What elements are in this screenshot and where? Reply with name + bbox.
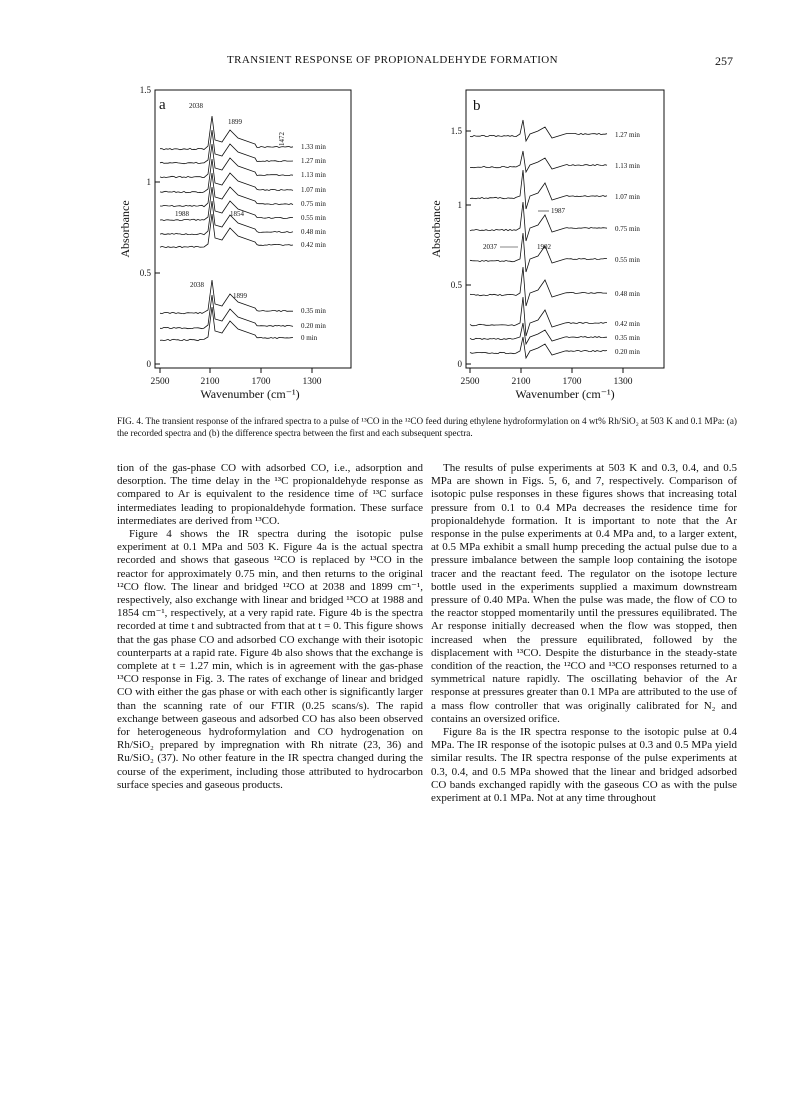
trace-label: 0 min: [301, 334, 318, 342]
spectrum-trace: [470, 170, 607, 209]
x-tick-label: 1700: [562, 377, 582, 387]
panel-a-label: a: [159, 97, 166, 113]
panel-a-y-axis: [118, 85, 160, 369]
y-tick-label: 1: [146, 177, 151, 187]
panel-b-label: b: [473, 98, 481, 114]
y-axis-title: Absorbance: [118, 200, 132, 258]
spectrum-trace: [470, 297, 607, 336]
peak-annotation: 2037: [483, 243, 497, 251]
paragraph: Figure 8a is the IR spectra response to the isotopic pulse at 0.4 MPa. The IR response of the isotopic pulses at 0.3 and 0.5 MPa yield similar results. The IR spectra response of the pulse experiments at 0.3, 0.4, and 0.5 MPa showed that the linear and bridged adsorbed CO bands exchanged rapidly with the gaseous CO as with the pulse experiment at 0.1 MPa. Not at any time throughout: [431, 726, 737, 805]
y-tick-label: 0.5: [450, 280, 462, 290]
peak-annotation: 1899: [233, 292, 247, 300]
x-axis-title: Wavenumber (cm⁻¹): [200, 387, 300, 401]
panel-b-traces: [470, 120, 640, 358]
x-tick-label: 1300: [613, 377, 633, 387]
trace-label: 0.20 min: [615, 348, 640, 356]
spectrum-trace: [160, 280, 293, 314]
spectrum-trace: [160, 116, 293, 150]
y-tick-label: 1.5: [139, 85, 151, 95]
trace-label: 0.42 min: [301, 241, 326, 249]
y-tick-label: 1: [457, 200, 462, 210]
spectrum-trace: [160, 159, 293, 193]
spectrum-trace: [470, 120, 607, 141]
y-tick-label: 0.5: [139, 268, 151, 278]
trace-label: 0.48 min: [615, 290, 640, 298]
trace-label: 1.13 min: [615, 162, 640, 170]
panel-a-x-axis: [151, 368, 322, 401]
trace-label: 1.33 min: [301, 143, 326, 151]
peak-annotation: 2038: [190, 281, 204, 289]
trace-label: 1.13 min: [301, 171, 326, 179]
trace-label: 0.75 min: [301, 200, 326, 208]
panel-a-traces: [160, 116, 326, 342]
figure-caption: [117, 415, 737, 439]
paragraph: tion of the gas-phase CO with adsorbed CO, i.e., adsorption and desorption. The time delay in the ¹³C propionaldehyde response as compared to Ar is equivalent to the residence time of ¹³C surface intermediates leading to propionaldehyde formation. These surface intermediates are derived from ¹³CO.: [117, 462, 423, 527]
panel-b-y-axis: [429, 126, 471, 369]
x-tick-label: 2500: [150, 377, 170, 387]
trace-label: 0.48 min: [301, 228, 326, 236]
paragraph: The results of pulse experiments at 503 K and 0.3, 0.4, and 0.5 MPa are shown in Figs. 5, 6, and 7, respectively. Comparison of isotopic pulse responses in these figures shows that increasing total pressure from 0.1 to 0.4 MPa decreases the residence time for propionaldehyde formation. It is important to note that the Ar response in the pulse experiments at 0.4 MPa and, to a larger extent, at 0.5 MPa exhibit a small hump preceding the actual pulse due to a pressure imbalance between the sample loop containing the isotope tracer and the reactant feed. The regulator on the isotope lecture bottle used in the experiments supplied a maximum downstream pressure of 0.40 MPa. When the pulse was made, the flow of CO to the reactor stopped momentarily until the pressures equilibrated. The Ar response initially decreased when the flow was stopped, then increased when the pressure equilibrated, followed by the displacement with ¹³CO. Despite the disturbance in the steady-state condition of the reaction, the ¹²CO and ¹³CO responses returned to a symmetrical nature rapidly. The oscillating behavior of the Ar response at pressures greater than 0.1 MPa are attributed to the use of a mass flow controller that was originally calibrated for N₂ and contains an oversized orifice.: [431, 462, 737, 725]
trace-label: 1.27 min: [615, 131, 640, 139]
trace-label: 0.55 min: [615, 256, 640, 264]
panel-b-x-axis: [461, 368, 633, 401]
trace-label: 0.20 min: [301, 322, 326, 330]
x-tick-label: 1300: [302, 377, 322, 387]
spectrum-trace: [470, 267, 607, 306]
body-left-column: [117, 462, 423, 792]
running-head-title: TRANSIENT RESPONSE OF PROPIONALDEHYDE FORMATION: [227, 54, 558, 66]
spectrum-trace: [160, 214, 293, 248]
spectrum-trace: [160, 295, 293, 329]
trace-label: 1.07 min: [301, 186, 326, 194]
paragraph: Figure 4 shows the IR spectra during the isotopic pulse experiment at 0.1 MPa and 503 K. Figure 4a is the actual spectra recorded and shows that gaseous ¹²CO is replaced by ¹³CO in the reactor for approximately 0.75 min, and then returns to the original ¹²CO flow. The linear and bridged ¹²CO at 2038 and 1899 cm⁻¹, respectively, also exchange with linear and bridged ¹³CO at 1988 and 1854 cm⁻¹, respectively, at a very rapid rate. Figure 4b is the spectra recorded at time t and subtracted from that at t = 0. This figure shows that the gas phase CO and adsorbed CO exchange with their isotopic counterparts at a rapid rate. Figure 4b also shows that the exchange is complete at t = 1.27 min, which is in agreement with the gas-phase ¹³CO response in Fig. 3. The rates of exchange of linear and bridged CO with either the gas phase or with each other is significantly larger than the scanning rate of our FTIR (0.25 scans/s). The rapid exchange between gaseous and adsorbed CO has also been observed for heterogeneous hydroformylation and CO hydrogenation on Rh/SiO₂ prepared by impregnation with Rh nitrate (23, 36) and Ru/SiO₂ (37). No other feature in the IR spectra changed during the course of the experiment, including those attributed to hydrocarbon surface species and gaseous products.: [117, 528, 423, 791]
peak-annotation: 2038: [189, 102, 203, 110]
panel-b: [429, 90, 664, 401]
x-tick-label: 2100: [511, 377, 531, 387]
spectrum-trace: [470, 202, 607, 241]
peak-annotation: 1988: [175, 210, 189, 218]
spectrum-trace: [470, 323, 607, 344]
x-tick-label: 2500: [460, 377, 480, 387]
y-tick-label: 0: [457, 359, 462, 369]
peak-annotation: 1899: [228, 118, 242, 126]
y-tick-label: 1.5: [450, 126, 462, 136]
spectrum-trace: [160, 307, 293, 341]
spectrum-trace: [470, 337, 607, 358]
peak-annotation: 1854: [230, 210, 244, 218]
x-tick-label: 2100: [200, 377, 220, 387]
peak-annotation: 1902: [537, 243, 551, 251]
x-tick-label: 1700: [251, 377, 271, 387]
trace-label: 1.07 min: [615, 193, 640, 201]
trace-label: 0.75 min: [615, 225, 640, 233]
peak-annotation: 1987: [551, 207, 565, 215]
spectrum-trace: [470, 151, 607, 172]
figure-caption-label: FIG. 4.: [117, 416, 144, 426]
body-right-column: [431, 462, 737, 805]
panel-a: [118, 85, 351, 401]
x-axis-title: Wavenumber (cm⁻¹): [515, 387, 615, 401]
spectrum-trace: [470, 233, 607, 272]
y-axis-title: Absorbance: [429, 200, 443, 258]
trace-label: 0.35 min: [615, 334, 640, 342]
trace-label: 0.42 min: [615, 320, 640, 328]
figure-caption-text: The transient response of the infrared spectra to a pulse of ¹³CO in the ¹²CO feed during ethylene hydroformylation on 4 wt% Rh/SiO₂ at 503 K and 0.1 MPa: (a) the recorded spectra and (b) the difference spectra between the first and each subsequent spectra.: [117, 416, 737, 438]
figure-4: [0, 0, 785, 410]
trace-label: 1.27 min: [301, 157, 326, 165]
page-number: 257: [715, 54, 733, 68]
trace-label: 0.55 min: [301, 214, 326, 222]
trace-label: 0.35 min: [301, 307, 326, 315]
peak-annotation: 1472: [278, 132, 286, 146]
y-tick-label: 0: [146, 359, 151, 369]
